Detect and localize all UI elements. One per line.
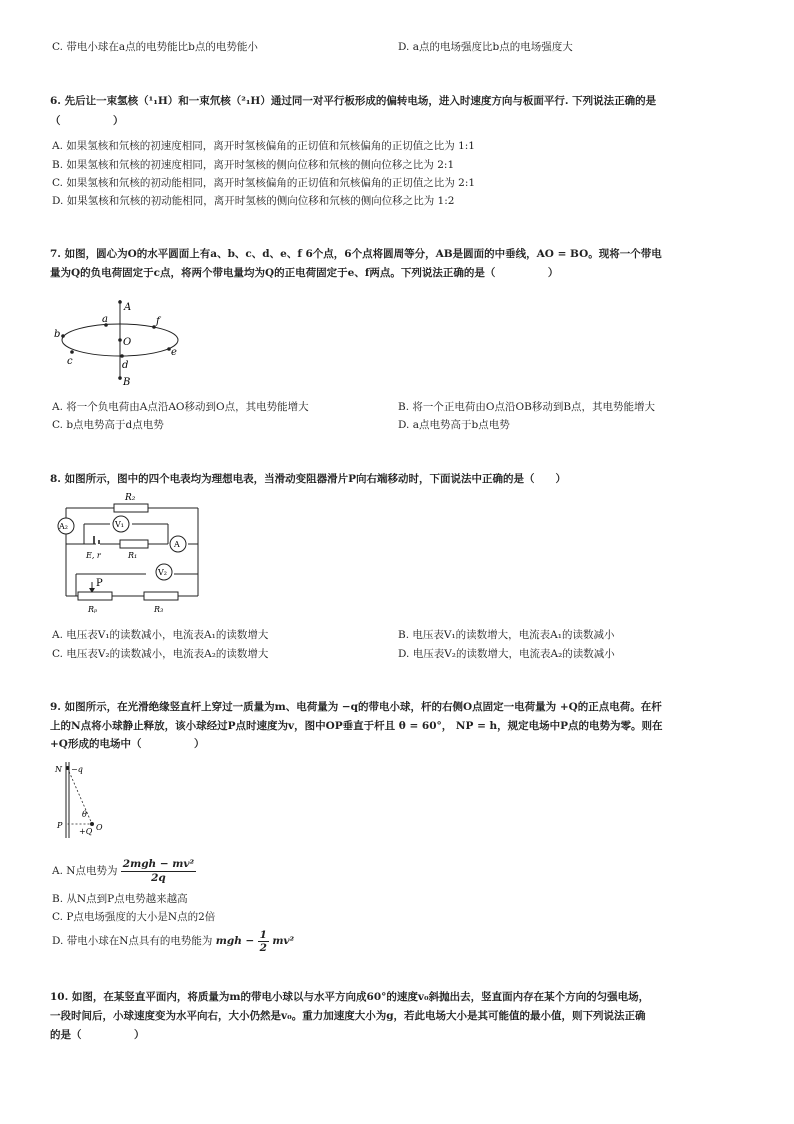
q9-option-d-expr2: mv² <box>272 935 295 947</box>
q9-line-no <box>68 768 93 824</box>
q7-label-d: d <box>122 360 129 371</box>
q7-label-c: c <box>67 356 73 367</box>
q8-resistor-r2 <box>114 504 148 512</box>
q7-option-b: B. 将一个正电荷由O点沿OB移动到B点，其电势能增大 <box>398 401 656 413</box>
q9-option-a <box>52 856 196 886</box>
q6-option-d: D. 如果氢核和氘核的初动能相同，离开时氢核的侧向位移和氘核的侧向位移之比为 1:2 <box>52 195 455 207</box>
q7-label-O: O <box>123 337 132 348</box>
q9-label-o: O <box>96 823 103 832</box>
q7-point-B <box>118 376 122 380</box>
q8-label-r2: R₂ <box>125 493 136 503</box>
q7-stem-line1: 7. 如图，圆心为O的水平圆面上有a、b、c、d、e、f 6个点，6个点将圆周等分，AB是圆面的中垂线，AO = BO。现将一个带电 <box>50 248 662 260</box>
q9-option-b: B. 从N点到P点电势越来越高 <box>52 893 188 905</box>
q6-option-c: C. 如果氢核和氘核的初动能相同，离开时氢核偏角的正切值和氘核偏角的正切值之比为 2:1 <box>52 177 476 189</box>
q7-point-d <box>120 354 124 358</box>
q5-option-d: D. a点的电场强度比b点的电场强度大 <box>398 41 573 53</box>
q9-option-a-denominator: 2q <box>151 871 166 884</box>
q7-stem-line2: 量为Q的负电荷固定于c点，将两个带电量均为Q的正电荷固定于e、f两点。下列说法正确的是（ ） <box>50 267 559 279</box>
q8-resistor-r1 <box>120 540 148 548</box>
q7-option-d: D. a点电势高于b点电势 <box>398 419 510 431</box>
q9-stem-line1: 9. 如图所示，在光滑绝缘竖直杆上穿过一质量为m、电荷量为 −q的带电小球，杆的右侧O点固定一电荷量为 +Q的正点电荷。在杆 <box>50 701 662 713</box>
q8-label-a1: A <box>174 540 180 549</box>
q8-label-v1: V₁ <box>115 520 124 529</box>
q5-option-c: C. 带电小球在a点的电势能比b点的电势能小 <box>52 41 258 53</box>
q7-point-c <box>70 350 74 354</box>
q8-label-er: E, r <box>86 551 101 560</box>
q9-option-d <box>52 926 294 956</box>
q8-label-a2: A₂ <box>59 522 68 531</box>
q9-option-a-text: A. N点电势为 <box>52 865 118 877</box>
q8-resistor-rp <box>78 592 112 600</box>
q8-option-b: B. 电压表V₁的读数增大，电流表A₁的读数减小 <box>398 629 615 641</box>
q8-label-rp: Rₚ <box>88 605 98 614</box>
q7-point-b <box>61 334 65 338</box>
q7-option-c: C. b点电势高于d点电势 <box>52 419 164 431</box>
q9-option-d-expr1: mgh − <box>215 935 255 947</box>
q9-stem-line3: +Q形成的电场中（ ） <box>50 738 205 750</box>
q9-label-n: N <box>55 765 62 774</box>
q6-stem-line2: （ ） <box>50 115 124 127</box>
q9-label-p: P <box>57 821 63 830</box>
q9-option-d-fraction <box>258 929 269 954</box>
q7-label-f: f <box>156 316 160 327</box>
q8-option-d: D. 电压表V₂的读数增大，电流表A₂的读数减小 <box>398 648 615 660</box>
q10-stem-line3: 的是（ ） <box>50 1029 145 1041</box>
q8-circuit <box>50 488 210 616</box>
q9-option-a-fraction <box>121 858 196 885</box>
q7-label-B: B <box>123 377 131 388</box>
q6-option-a: A. 如果氢核和氘核的初速度相同，离开时氢核偏角的正切值和氘核偏角的正切值之比为 1:1 <box>52 140 475 152</box>
q7-option-a: A. 将一个负电荷由A点沿AO移动到O点，其电势能增大 <box>52 401 309 413</box>
q7-label-b: b <box>54 329 61 340</box>
q7-label-e: e <box>171 347 177 358</box>
q6-stem-line1: 6. 先后让一束氢核（¹₁H）和一束氘核（²₁H）通过同一对平行板形成的偏转电场，进入时速度方向与板面平行. 下列说法正确的是 <box>50 95 657 107</box>
q8-resistor-r3 <box>144 592 178 600</box>
q9-option-a-numerator: 2mgh − mv² <box>122 857 195 870</box>
q8-label-r1: R₁ <box>128 551 138 560</box>
q7-label-A: A <box>124 302 132 313</box>
q10-stem-line1: 10. 如图，在某竖直平面内，将质量为m的带电小球以与水平方向成60°的速度v₀斜抛出去，竖直面内存在某个方向的匀强电场， <box>50 991 650 1003</box>
q7-figure <box>50 292 190 392</box>
q9-option-d-numerator: 1 <box>259 928 267 941</box>
q8-option-c: C. 电压表V₂的读数减小，电流表A₂的读数增大 <box>52 648 269 660</box>
q9-option-d-text: D. 带电小球在N点具有的电势能为 <box>52 935 213 947</box>
q8-label-r3: R₃ <box>154 605 164 614</box>
q9-point-n <box>66 766 70 770</box>
q9-option-c: C. P点电场强度的大小是N点的2倍 <box>52 911 216 923</box>
q6-option-b: B. 如果氢核和氘核的初速度相同，离开时氢核的侧向位移和氘核的侧向位移之比为 2:1 <box>52 159 455 171</box>
q7-point-A <box>118 300 122 304</box>
q9-label-theta: θ <box>82 810 87 819</box>
q8-label-p: P <box>96 578 103 589</box>
q8-label-v2: V₂ <box>158 568 167 577</box>
q10-stem-line2: 一段时间后，小球速度变为水平向右，大小仍然是v₀。重力加速度大小为g，若此电场大小是其可能值的最小值，则下列说法正确 <box>50 1010 646 1022</box>
q9-option-d-denominator: 2 <box>259 941 267 954</box>
q9-point-o <box>90 822 94 826</box>
q9-label-minus-q: −q <box>71 765 83 774</box>
q8-option-a: A. 电压表V₁的读数减小，电流表A₁的读数增大 <box>52 629 269 641</box>
q8-stem-line1: 8. 如图所示，图中的四个电表均为理想电表，当滑动变阻器滑片P向右端移动时，下面说法中正确的是（ ） <box>50 473 567 485</box>
q9-figure <box>52 760 122 840</box>
q7-label-a: a <box>102 314 108 325</box>
q9-stem-line2: 上的N点将小球静止释放，该小球经过P点时速度为v，图中OP垂直于杆且 θ = 60°， NP = h，规定电场中P点的电势为零。则在 <box>50 720 663 732</box>
q7-point-O <box>118 338 122 342</box>
q9-label-plus-q: +Q <box>79 827 93 836</box>
